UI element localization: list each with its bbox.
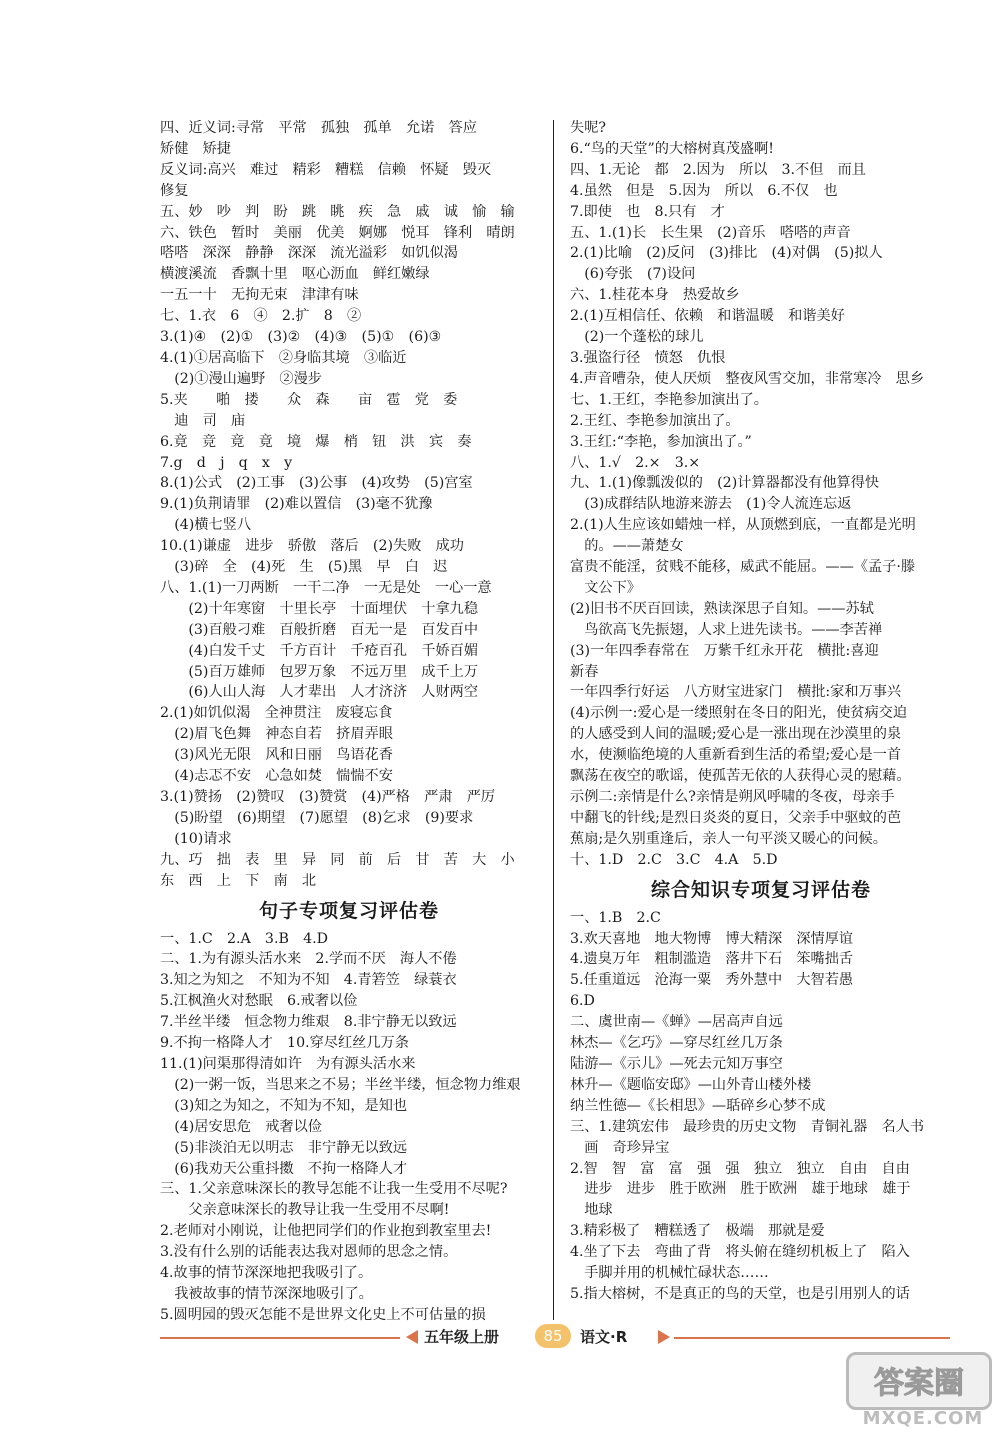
answer-line: 3.欢天喜地 地大物博 博大精深 深情厚谊: [570, 930, 854, 947]
answer-line: 3.精彩极了 糟糕透了 极端 那就是爱: [570, 1223, 825, 1240]
answer-line: 4.(1)①居高临下 ②身临其境 ③临近: [160, 349, 407, 366]
answer-line: 的。——萧楚女: [570, 538, 684, 555]
answer-line: 一年四季行好运 八方财宝进家门 横批:家和万事兴: [570, 684, 902, 701]
left-column: [160, 118, 538, 1326]
answer-line: 5.任重道远 沧海一粟 秀外慧中 大智若愚: [570, 972, 854, 989]
answer-line: 11.(1)问渠那得清如许 为有源头活水来: [160, 1055, 416, 1072]
answer-line: (5)盼望 (6)期望 (7)愿望 (8)乞求 (9)要求: [160, 809, 474, 826]
answer-line: 十、1.D 2.C 3.C 4.A 5.D: [570, 851, 778, 868]
answer-line: 3.没有什么别的话能表达我对恩师的思念之情。: [160, 1244, 458, 1261]
answer-line: 3.王红:“李艳，参加演出了。”: [570, 433, 752, 450]
answer-line: (5)非淡泊无以明志 非宁静无以致远: [160, 1139, 408, 1156]
answer-line: 五、妙 吵 判 盼 跳 眺 疾 急 戚 诚 愉 输: [160, 203, 515, 220]
answer-line: (6)我劝天公重抖擞 不拘一格降人才: [160, 1160, 408, 1177]
answer-line: 八、1.(1)一刀两断 一干二净 一无是处 一心一意: [160, 579, 492, 596]
answer-line: (6)夸张 (7)设问: [570, 266, 696, 283]
right-arrow-icon: [658, 1330, 670, 1344]
watermark-glyphs: [849, 1355, 989, 1407]
answer-line: 九、巧 拙 表 里 异 同 前 后 甘 苦 大 小: [160, 851, 515, 868]
answer-line: 六、铁色 暂时 美丽 优美 婀娜 悦耳 锋利 晴朗: [160, 224, 515, 241]
answer-line: 画 奇珍异宝: [570, 1139, 670, 1156]
answer-line: 横渡溪流 香飘十里 呕心沥血 鲜红嫩绿: [160, 266, 430, 283]
answer-line: 中翻飞的针线;是烈日炎炎的夏日，父亲手中驱蚊的芭: [570, 809, 902, 826]
answer-line: 七、1.衣 6 ④ 2.扩 8 ②: [160, 308, 362, 325]
answer-line: (4)忐忑不安 心急如焚 惴惴不安: [160, 768, 393, 785]
section-title: 句子专项复习评估卷: [258, 899, 439, 922]
answer-line: 4.虽然 但是 5.因为 所以 6.不仅 也: [570, 182, 838, 199]
answer-line: 示例二:亲情是什么?亲情是朔风呼啸的冬夜，母亲手: [570, 789, 895, 805]
footer-subject: 语文·R: [580, 1328, 628, 1346]
answer-line: (3)百般刁难 百般折磨 百无一是 百发百中: [160, 621, 479, 638]
watermark-url: MXQE.COM: [862, 1408, 984, 1429]
footer-rule-right: [674, 1337, 950, 1339]
answer-line: 地球: [570, 1202, 613, 1219]
answer-line: (2)①漫山遍野 ②漫步: [160, 370, 322, 387]
answer-line: 一五一十 无拘无束 津津有味: [160, 287, 359, 304]
answer-line: 飘荡在夜空的歌谣，使孤苦无依的人获得心灵的慰藉。: [570, 768, 911, 785]
watermark-badge-text: 答案圈: [874, 1366, 964, 1401]
answer-line: 2.(1)人生应该如蜡烛一样，从顶燃到底，一直都是光明: [570, 517, 916, 534]
answer-line: (10)请求: [160, 830, 232, 847]
page-footer: [160, 1322, 950, 1352]
answer-line: 7.即使 也 8.只有 才: [570, 203, 725, 220]
answer-line: 新春: [570, 663, 599, 680]
answer-line: 5.夹 啪 搂 众 森 亩 雹 党 委: [160, 391, 458, 408]
answer-line: 矫健 矫捷: [160, 140, 231, 157]
answer-line: 的人感受到人间的温暖;爱心是一涨出现在沙漠里的泉: [570, 726, 902, 743]
answer-line: 八、1.√ 2.× 3.×: [570, 454, 701, 471]
footer-rule-left: [160, 1337, 400, 1339]
answer-line: 东 西 上 下 南 北: [160, 872, 317, 889]
answer-line: 2.(1)互相信任、依赖 和谐温暖 和谐美好: [570, 308, 845, 325]
answer-line: 4.故事的情节深深地把我吸引了。: [160, 1265, 373, 1282]
answer-line: 纳兰性德—《长相思》—聒碎乡心梦不成: [570, 1097, 826, 1114]
answer-line: (2)一粥一饭，当思来之不易；半丝半缕，恒念物力维艰: [160, 1076, 521, 1093]
answer-line: (2)旧书不厌百回读，熟读深思子自知。——苏轼: [570, 600, 874, 617]
watermark-logo: [846, 1352, 996, 1430]
answer-line: 嗒嗒 深深 静静 深深 流光溢彩 如饥似渴: [160, 245, 458, 262]
answer-line: 3.强盗行径 愤怒 仇恨: [570, 349, 726, 366]
answer-line: 2.智 智 富 富 强 强 独立 独立 自由 自由: [570, 1160, 910, 1177]
answer-line: 7.g d j q x y: [160, 454, 293, 471]
answer-line: 6.竟 竞 竟 竟 境 爆 梢 钮 洪 宾 奏: [160, 433, 472, 450]
answer-line: (3)风光无限 风和日丽 鸟语花香: [160, 747, 393, 764]
answer-line: 修复: [160, 182, 189, 199]
answer-line: (6)人山人海 人才辈出 人才济济 人财两空: [160, 684, 479, 701]
answer-line: 一、1.B 2.C: [570, 909, 661, 926]
footer-grade: 五年级上册: [424, 1328, 500, 1346]
answer-line: (3)成群结队地游来游去 (1)令人流连忘返: [570, 496, 852, 513]
answer-line: 6.D: [570, 993, 595, 1010]
answer-line: 四、近义词:寻常 平常 孤独 孤单 允诺 答应: [160, 120, 477, 136]
answer-line: 六、1.桂花本身 热爱故乡: [570, 287, 740, 304]
answer-line: 5.指大榕树，不是真正的鸟的天堂，也是引用别人的话: [570, 1285, 910, 1302]
answer-line: 五、1.(1)长 长生果 (2)音乐 嗒嗒的声音: [570, 224, 851, 241]
column-divider: [553, 120, 554, 1320]
answer-line: 4.坐了下去 弯曲了背 将头俯在缝纫机板上了 陷入: [570, 1244, 910, 1261]
section-title: 综合知识专项复习评估卷: [650, 878, 871, 901]
answer-line: (2)一个蓬松的球儿: [570, 329, 704, 346]
answer-line: 父亲意味深长的教导让我一生受用不尽啊!: [160, 1202, 450, 1219]
answer-line: 四、1.无论 都 2.因为 所以 3.不但 而且: [570, 161, 866, 178]
answer-line: (3)一年四季春常在 万紫千红永开花 横批:喜迎: [570, 642, 879, 659]
answer-line: 2.(1)如饥似渴 全神贯注 废寝忘食: [160, 705, 393, 722]
answer-line: 林杰—《乞巧》—穿尽红丝几万条: [570, 1035, 783, 1052]
answer-line: 陆游—《示儿》—死去元知万事空: [570, 1055, 783, 1072]
answer-line: 进步 进步 胜于欧洲 胜于欧洲 雄于地球 雄于: [570, 1181, 911, 1198]
answer-line: 5.江枫渔火对愁眠 6.戒奢以俭: [160, 993, 358, 1010]
answer-line: 6.“鸟的天堂”的大榕树真茂盛啊!: [570, 140, 774, 157]
answer-line: 9.不拘一格降人才 10.穿尽红丝几万条: [160, 1035, 409, 1052]
answer-line: 4.遗臭万年 粗制滥造 落井下石 笨嘴拙舌: [570, 951, 854, 968]
answer-line: (3)知之为知之，不知为不知，是知也: [160, 1097, 408, 1114]
answer-line: 4.声音嘈杂，使人厌烦 整夜风雪交加，非常寒冷 思乡: [570, 370, 925, 387]
answer-line: 3.(1)赞扬 (2)赞叹 (3)赞赏 (4)严格 严肃 严厉: [160, 789, 496, 805]
answer-line: 迪 司 庙: [160, 412, 246, 429]
answer-line: 鸟欲高飞先振翅，人求上进先读书。——李苦禅: [570, 621, 883, 638]
answer-line: 8.(1)公式 (2)工事 (3)公事 (4)攻势 (5)宫室: [160, 475, 473, 492]
answer-line: (2)眉飞色舞 神态自若 挤眉弄眼: [160, 726, 393, 743]
answer-line: 三、1.父亲意味深长的教导怎能不让我一生受用不尽呢?: [160, 1181, 508, 1198]
watermark-badge: [846, 1352, 992, 1410]
answer-line: 2.老师对小刚说，让他把同学们的作业抱到教室里去!: [160, 1223, 492, 1240]
answer-line: (4)横七竖八: [160, 517, 252, 534]
answer-line: 富贵不能淫，贫贱不能移，威武不能屈。——《孟子·滕: [570, 559, 916, 576]
right-column: [570, 118, 952, 1305]
answer-line: 七、1.王红，李艳参加演出了。: [570, 391, 768, 408]
answer-line: (2)十年寒窗 十里长亭 十面埋伏 十拿九稳: [160, 600, 479, 617]
answer-line: 九、1.(1)像瓢泼似的 (2)计算器都没有他算得快: [570, 475, 880, 492]
answer-line: 3.(1)④ (2)① (3)② (4)③ (5)① (6)③: [160, 329, 442, 346]
answer-line: 9.(1)负荆请罪 (2)难以置信 (3)毫不犹豫: [160, 496, 433, 513]
answer-line: (4)示例一:爱心是一缕照射在冬日的阳光，使贫病交迫: [570, 705, 908, 722]
answer-line: (5)百万雄师 包罗万象 不远万里 成千上万: [160, 663, 479, 680]
answer-line: 一、1.C 2.A 3.B 4.D: [160, 930, 328, 947]
answer-line: 蕉扇;是久别重逢后，亲人一句平淡又暖心的问候。: [570, 830, 887, 847]
answer-line: 三、1.建筑宏伟 最珍贵的历史文物 青铜礼器 名人书: [570, 1118, 925, 1135]
answer-line: 3.知之为知之 不知为不知 4.青箬笠 绿蓑衣: [160, 972, 457, 989]
answer-line: (3)碎 全 (4)死 生 (5)黑 早 白 迟: [160, 559, 448, 576]
answer-line: 林升—《题临安邸》—山外青山楼外楼: [570, 1076, 812, 1093]
answer-line: 2.(1)比喻 (2)反问 (3)排比 (4)对偶 (5)拟人: [570, 245, 883, 262]
left-arrow-icon: [406, 1330, 418, 1344]
answer-line: 我被故事的情节深深地吸引了。: [160, 1285, 373, 1302]
answer-line: 文公下》: [570, 579, 641, 596]
answer-line: 二、虞世南—《蝉》—居高声自远: [570, 1014, 783, 1031]
answer-line: 5.圆明园的毁灭怎能不是世界文化史上不可估量的损: [160, 1306, 486, 1323]
answer-line: 手脚并用的机械忙碌状态……: [570, 1265, 769, 1282]
answer-line: 7.半丝半缕 恒念物力维艰 8.非宁静无以致远: [160, 1014, 457, 1031]
answer-line: 水，使濒临绝境的人重新看到生活的希望;爱心是一首: [570, 747, 902, 764]
answer-line: 反义词:高兴 难过 精彩 糟糕 信赖 怀疑 毁灭: [160, 161, 492, 178]
answer-line: (4)白发千丈 千方百计 千疮百孔 千娇百媚: [160, 642, 479, 659]
page-number: 85: [535, 1324, 571, 1348]
answer-line: 10.(1)谦虚 进步 骄傲 落后 (2)失败 成功: [160, 538, 464, 555]
answer-line: 二、1.为有源头活水来 2.学而不厌 海人不倦: [160, 951, 457, 968]
answer-line: 2.王红、李艳参加演出了。: [570, 412, 740, 429]
answer-line: 失呢?: [570, 120, 606, 136]
answer-line: (4)居安思危 戒奢以俭: [160, 1118, 322, 1135]
